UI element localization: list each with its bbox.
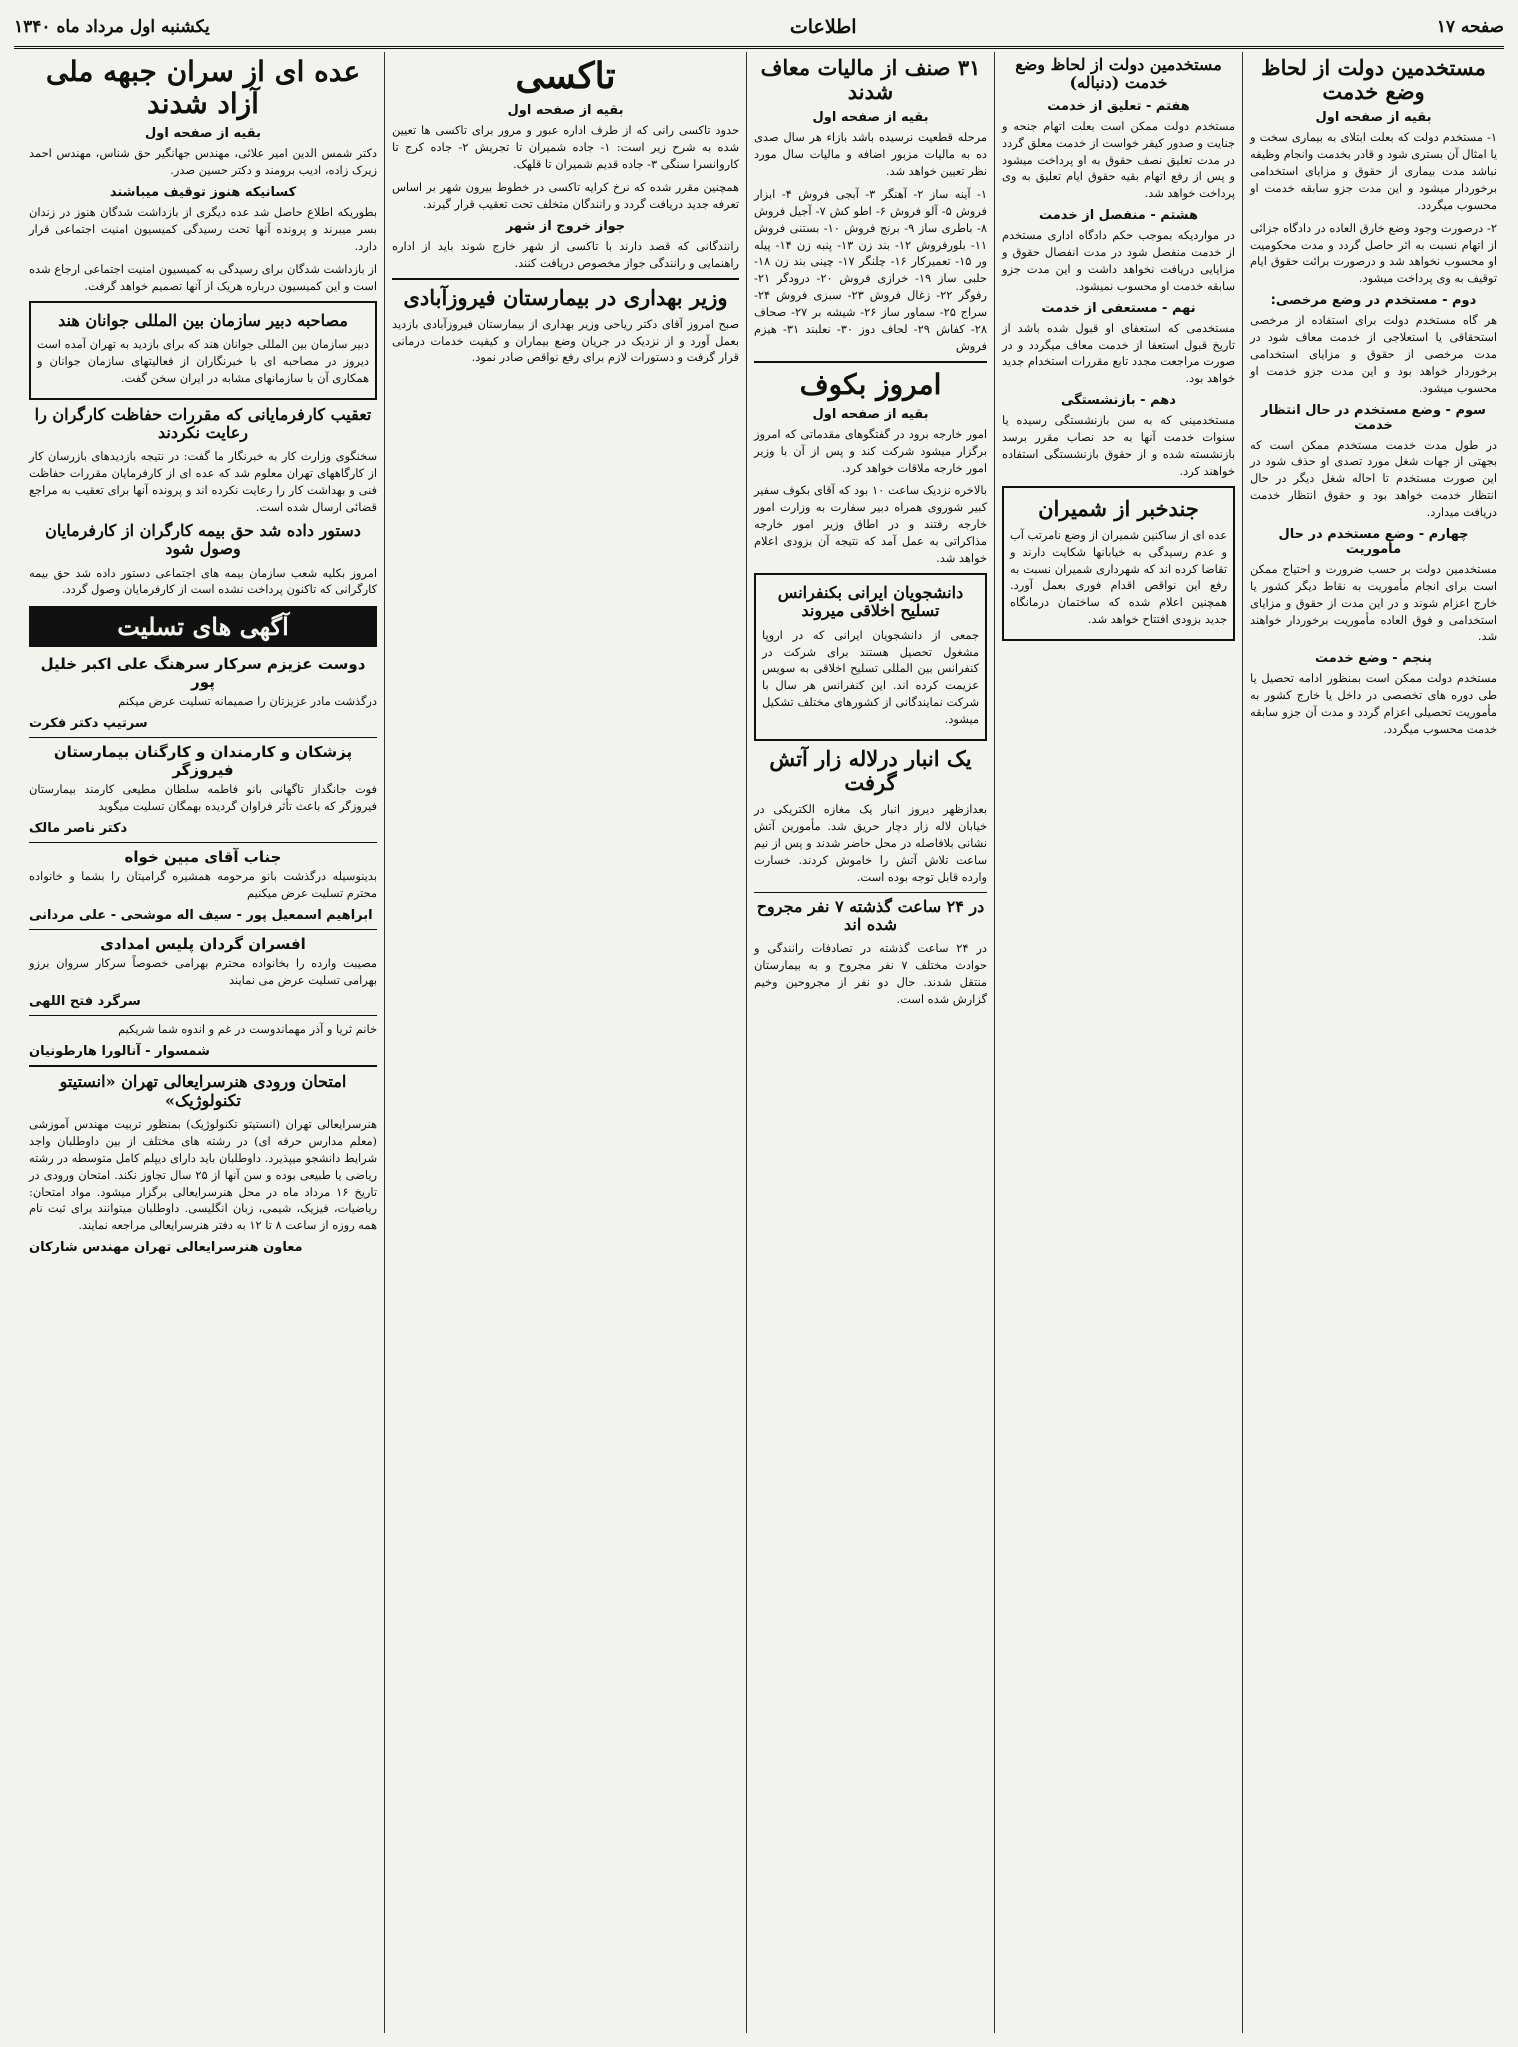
article-text: دبیر سازمان بین المللی جوانان هند که برای بازدید به تهران آمده است دیروز در مصاحبه ای با خبرنگاران از فعالیتهای سازمان جوانان و همکاری آن با سازمانهای مشابه در ایران سخن گفت. [37, 336, 369, 385]
condolence-text: مصیبت وارده را بخانواده محترم بهرامی خصوصاً سرکار سروان برزو بهرامی تسلیت عرض می نمایند [29, 955, 377, 987]
article-text: رانندگانی که قصد دارند با تاکسی از شهر خارج شوند باید از اداره راهنمایی و رانندگی جواز مخصوص دریافت کنند. [392, 238, 739, 270]
divider [754, 361, 987, 363]
column-1 [1242, 52, 1504, 2033]
article-text: عده ای از ساکنین شمیران از وضع نامرتب آب و عدم رسیدگی به خیابانها شکایت دارند و تقاضا کرده اند که شهرداری شمیران نسبت به رفع این نواقص اقدام فوری بعمل آورد. همچنین اعلام شده که ساختمان درمانگاه جدید بزودی افتتاح خواهد شد. [1010, 527, 1227, 627]
headline-insurance: دستور داده شد حق بیمه کارگران از کارفرمایان وصول شود [45, 520, 361, 559]
article-text: حدود تاکسی رانی که از طرف اداره عبور و مرور برای تاکسی ها تعیین شده به شرح زیر است: ۱- جاده شمیران تا تجریش ۲- جاده کرج تا کاروانسرا سنگی ۳- جاده قدیم شمیران تا قلهک. [392, 123, 739, 172]
article-text: مستخدمینی که به سن بازنشستگی رسیده یا سنوات خدمت آنها به حد نصاب مقرر برسد بازنشسته شده و از حقوق بازنشستگی استفاده خواهند کرد. [1002, 413, 1235, 478]
section-heading: هفتم - تعلیق از خدمت [1047, 98, 1190, 114]
section-heading: کسانیکه هنوز توقیف میباشند [109, 185, 297, 201]
date-line: یکشنبه اول مرداد ماه ۱۳۴۰ [14, 17, 210, 37]
article-text: صبح امروز آقای دکتر ریاحی وزیر بهداری از بیمارستان فیروزآبادی بازدید بعمل آورد و از نزدیک در جریان وضع بیماران و کیفیت خدمات درمانی قرار گرفت و دستورات لازم برای رفع نواقص صادر نمود. [392, 316, 739, 365]
condolence-signature: سرگرد فتح اللهی [29, 994, 141, 1010]
section-heading: دوم - مستخدم در وضع مرخصی: [1270, 293, 1477, 309]
article-text: مرحله قطعیت نرسیده باشد بازاء هر سال صدی ده به مالیات مزبور اضافه و مالیات سال مورد نظر تعیین خواهد شد. [754, 130, 987, 179]
headline-shemiran: جندخبر از شمیران [1038, 495, 1199, 521]
headline-health-minister: وزیر بهداری در بیمارستان فیروزآبادی [403, 284, 728, 310]
headline-civil-servants: مستخدمین دولت از لحاظ وضع خدمت [1261, 55, 1486, 105]
paper-name: اطلاعات [789, 16, 857, 38]
headline-exam: امتحان ورودی هنرسرایعالی تهران «انستیتو تکنولوژیک» [59, 1072, 347, 1110]
condolence-title: افسران گردان پلیس امدادی [100, 934, 306, 953]
article-text: سخنگوی وزارت کار به خبرنگار ما گفت: در نتیجه بازدیدهای بازرسان کار از کارگاههای تهران معلوم شد که عده ای از کارفرمایان مقررات حفاظت فنی و بهداشت کار را رعایت نکرده اند و پرونده آنها برای تعقیب به مراجع قضائی ارسال شده است. [29, 449, 377, 514]
continued-label: بقیه از صفحه اول [507, 103, 624, 119]
article-text: دکتر شمس الدین امیر علائی، مهندس جهانگیر حق شناس، مهندس احمد زیرک زاده، ادیب برومند و دکتر حسین صدر. [29, 146, 377, 178]
article-text: در مواردیکه بموجب حکم دادگاه اداری مستخدم از خدمت منفصل شود در مدت انفصال حقوق و مزایایی دریافت نخواهد داشت و این مدت جزو سابقه خدمت او محسوب نمیشود. [1002, 228, 1235, 293]
column-3 [746, 52, 994, 2033]
condolence-signature: ابراهیم اسمعیل پور - سیف اله موشحی - علی مردانی [29, 907, 373, 923]
shemiran-news-box [1002, 486, 1235, 641]
columns [14, 52, 1504, 2033]
article-text: هنرسرایعالی تهران (انستیتو تکنولوژیک) بمنظور تربیت مهندس آموزشی (معلم مدارس حرفه ای) در رشته های مختلف از بین داوطلبان واجد شرایط دانشجو میپذیرد. داوطلبان باید دارای دیپلم کامل متوسطه در رشته ریاضی یا طبیعی بوده و سن آنها از ۲۵ سال تجاوز نکند. امتحان ورودی در تاریخ ۱۶ مرداد ماه در محل هنرسرایعالی برگزار میشود. مواد امتحان: ریاضیات، فیزیک، شیمی، زبان انگلیسی. داوطلبان میتوانند برای ثبت نام همه روزه از ساعت ۸ تا ۱۲ به دفتر هنرسرایعالی مراجعه نمایند. [29, 1117, 378, 1233]
interview-box [29, 301, 377, 400]
article-text: بالاخره نزدیک ساعت ۱۰ بود که آقای بکوف سفیر کبیر شوروی همراه دبیر سفارت به وزارت امور خارجه رفتند و در اطاق وزیر امور خارجه مذاکراتی به عمل آمد که نتیجه آن بزودی اعلام خواهد شد. [754, 483, 987, 565]
condolence-text: فوت جانگداز تاگهانی بانو فاطمه سلطان مطیعی کارمند بیمارستان فیروزگر که باعث تأثر فراوان گردیده بهمگان تسلیت میگوید [29, 782, 377, 814]
column-4 [384, 52, 746, 2033]
headline-taxi: تاکسی [515, 55, 616, 97]
column-2 [994, 52, 1242, 2033]
article-text: همچنین مقرر شده که نرخ کرایه تاکسی در خطوط بیرون شهر بر اساس تعرفه جدید دریافت گردد و رانندگان متخلف تحت تعقیب قرار گیرند. [392, 180, 739, 211]
masthead [14, 8, 1504, 49]
article-text: جمعی از دانشجویان ایرانی که در اروپا مشغول تحصیل هستند برای شرکت در کنفرانس بین المللی تسلیح اخلاقی به سویس عزیمت کرده اند. این کنفرانس هر سال با شرکت نمایندگانی از کشورهای مختلف تشکیل میشود. [762, 627, 979, 726]
section-heading: پنجم - وضع خدمت [1315, 651, 1432, 667]
condolence-title: پزشکان و کارمندان و کارگنان بیمارستان فیروزگر [53, 743, 353, 780]
article-text: مستخدم دولت ممکن است بعلت اتهام جنحه و جنایت و صدور کیفر خواست از خدمت معلق گردد در مدت تعلیق نصف حقوق به او پرداخت میشود و پس از رفع اتهام بقیه حقوق ایام تعلیق به وی پرداخت خواهد شد. [1002, 118, 1235, 201]
exam-signature: معاون هنرسرایعالی تهران مهندس شارکان [29, 1240, 303, 1256]
condolence-signature: سرتیپ دکتر فکرت [29, 716, 148, 732]
article-text: مستخدم دولت ممکن است بمنظور ادامه تحصیل یا طی دوره های تخصصی در داخل یا خارج کشور به مأموریت تحصیلی اعزام گردد و مدت آن جزو سابقه خدمت محسوب میگردد. [1250, 671, 1497, 736]
divider [754, 892, 987, 893]
continued-label: بقیه از صفحه اول [145, 126, 261, 142]
condolence-text: درگذشت مادر عزیزتان را صمیمانه تسلیت عرض میکنم [118, 694, 377, 709]
article-text: بعدازظهر دیروز انبار یک مغازه الکتریکی در خیابان لاله زار دچار حریق شد. مأمورین آتش نشانی بلافاصله در محل حاضر شدند و پس از نیم ساعت تلاش آتش را خاموش کردند. خسارت وارده قابل توجه بوده است. [754, 802, 987, 884]
headline-national-front: عده ای از سران جبهه ملی آزاد شدند [45, 55, 361, 121]
article-text: از بازداشت شدگان برای رسیدگی به کمیسیون امنیت اجتماعی ارجاع شده است و این کمیسیون درباره هریک از آنها تصمیم خواهد گرفت. [29, 261, 377, 293]
divider [29, 1065, 377, 1067]
headline-bakov: امروز بکوف [799, 367, 942, 401]
divider [29, 842, 377, 843]
headline-students: دانشجویان ایرانی بکنفرانس تسلیح اخلاقی میروند [777, 582, 964, 621]
headline-interview: مصاحبه دبیر سازمان بین المللی جوانان هند [58, 310, 348, 330]
page-label: صفحه ۱۷ [1436, 17, 1504, 37]
condolence-banner: آگهی های تسلیت [29, 606, 377, 647]
section-heading: جواز خروج از شهر [505, 218, 626, 234]
article-text: مستخدمین دولت بر حسب ضرورت و احتیاج ممکن است برای انجام مأموریت به نقاط دیگر کشور یا خارج اعزام شوند و در این مدت از حقوق و مزایای استخدامی و فوق العاده مأموریت برخوردار خواهند شد. [1250, 561, 1497, 644]
section-heading: چهارم - وضع مستخدم در حال مأموریت [1278, 526, 1469, 557]
column-5 [22, 52, 384, 2033]
article-text: امروز بکلیه شعب سازمان بیمه های اجتماعی دستور داده شد حق بیمه کارگرانی که تاکنون پرداخت نشده است از کارفرمایان وصول گردد. [29, 565, 377, 597]
divider [392, 278, 739, 280]
divider [29, 737, 377, 738]
article-text: امور خارجه برود در گفتگوهای مقدماتی که امروز برگزار میشود شرکت کند و پس از آن با وزیر امور خارجه ملاقات خواهد کرد. [754, 426, 987, 475]
continued-label: بقیه از صفحه اول [812, 110, 929, 126]
section-heading: سوم - وضع مستخدم در حال انتظار خدمت [1261, 402, 1486, 433]
condolence-text: بدینوسیله درگذشت بانو مرحومه همشیره گرامیتان را بشما و خانواده محترم تسلیت عرض میکنیم [29, 868, 377, 900]
section-heading: دهم - بازنشستگی [1061, 393, 1176, 409]
article-text: مستخدمی که استعفای او قبول شده باشد از تاریخ قبول استعفا از خدمت معاف میگردد و در صورت مراجعت مجدد تابع مقررات استخدام جدید خواهد بود. [1002, 320, 1235, 386]
article-text: در طول مدت خدمت مستخدم ممکن است که بجهتی از جهات شغل مورد تصدی او حذف شود در این صورت مستخدم تا احاله شغل دیگر در حال انتظار خدمت خواهد بود و حقوق انتظار خدمت دریافت میدارد. [1250, 437, 1497, 520]
section-heading: نهم - مستعفی از خدمت [1041, 300, 1196, 316]
headline-tax-exempt: ۳۱ صنف از مالیات معاف شدند [760, 55, 981, 105]
continued-label: بقیه از صفحه اول [812, 406, 929, 422]
headline-fire: یک انبار درلاله زار آتش گرفت [769, 745, 972, 796]
article-text: ۲- درصورت وجود وضع خارق العاده در دادگاه جزائی از اتهام نسبت به اثر حاصل گردد و مدت محکومیت او محسوب نخواهد شد و درصورت برائت حقوق ایام توقیف به وی پرداخت میشود. [1250, 220, 1497, 286]
headline-labor: تعقیب کارفرمایانی که مقررات حفاظت کارگران را رعایت نکردند [34, 404, 372, 442]
condolence-signature: شمسوار - آنالورا هارطونیان [29, 1044, 210, 1060]
headline-injured: در ۲۴ ساعت گذشته ۷ نفر مجروح شده اند [756, 896, 985, 934]
condolence-text: خانم ثریا و آذر مهماندوست در غم و اندوه شما شریکیم [118, 1022, 377, 1037]
article-text: بطوریکه اطلاع حاصل شد عده دیگری از بازداشت شدگان هنوز در زندان بسر میبرند و پرونده آنها تحت رسیدگی کمیسیون امنیت اجتماعی قرار دارد. [29, 205, 377, 253]
students-box [754, 573, 987, 741]
continued-label: بقیه از صفحه اول [1315, 110, 1432, 126]
article-text: در ۲۴ ساعت گذشته در تصادفات رانندگی و حوادث مختلف ۷ نفر مجروح و به بیمارستان منتقل شدند. حال دو نفر از مجروحین وخیم گزارش شده است. [754, 941, 988, 1006]
divider [29, 929, 377, 930]
article-text: هر گاه مستخدم دولت برای استفاده از مرخصی استحقاقی یا استعلاجی از خدمت معاف شود در مدت مرخصی از حقوق و مزایای استخدامی برخوردار خواهد بود و این مدت جزو خدمت او محسوب میشود. [1250, 313, 1497, 395]
condolence-title: جناب آقای مبین خواه [124, 847, 282, 866]
condolence-signature: دکتر ناصر مالک [29, 820, 128, 836]
divider [29, 1015, 377, 1016]
guild-list: ۱- آینه ساز ۲- آهنگر ۳- آبجی فروش ۴- ابزار فروش ۵- آلو فروش ۶- اطو کش ۷- آجیل فروش ۸- باطری ساز ۹- برنج فروش ۱۰- بستنی فروش ۱۱- بلورفروش ۱۲- بند زن ۱۳- پنبه زن ۱۴- پیله ور ۱۵- تعمیرکار ۱۶- چلنگر ۱۷- چینی بند زن ۱۸- حلبی ساز ۱۹- خرازی فروش ۲۰- درودگر ۲۱- رفوگر ۲۲- زغال فروش ۲۳- سبزی فروش ۲۴- سراج ۲۵- سماور ساز ۲۶- شیشه بر ۲۷- صحاف ۲۸- کفاش ۲۹- لحاف دوز ۳۰- نعلبند ۳۱- هیزم فروش [754, 186, 988, 353]
section-heading: هشتم - منفصل از خدمت [1039, 208, 1198, 224]
article-text: ۱- مستخدم دولت که بعلت ابتلای به بیماری سخت و یا امثال آن بستری شود و قادر بخدمت وانجام وظیفه نباشد مدت بیماری از حقوق و مزایای استخدامی برخوردار میشود و این مدت جزو سابقه خدمت او محسوب میگردد. [1250, 130, 1497, 212]
headline-civil-servants-cont: مستخدمین دولت از لحاظ وضع خدمت (دنباله) [1015, 55, 1222, 93]
condolence-title: دوست عزیزم سرکار سرهنگ علی اکبر خلیل پور [40, 655, 366, 692]
